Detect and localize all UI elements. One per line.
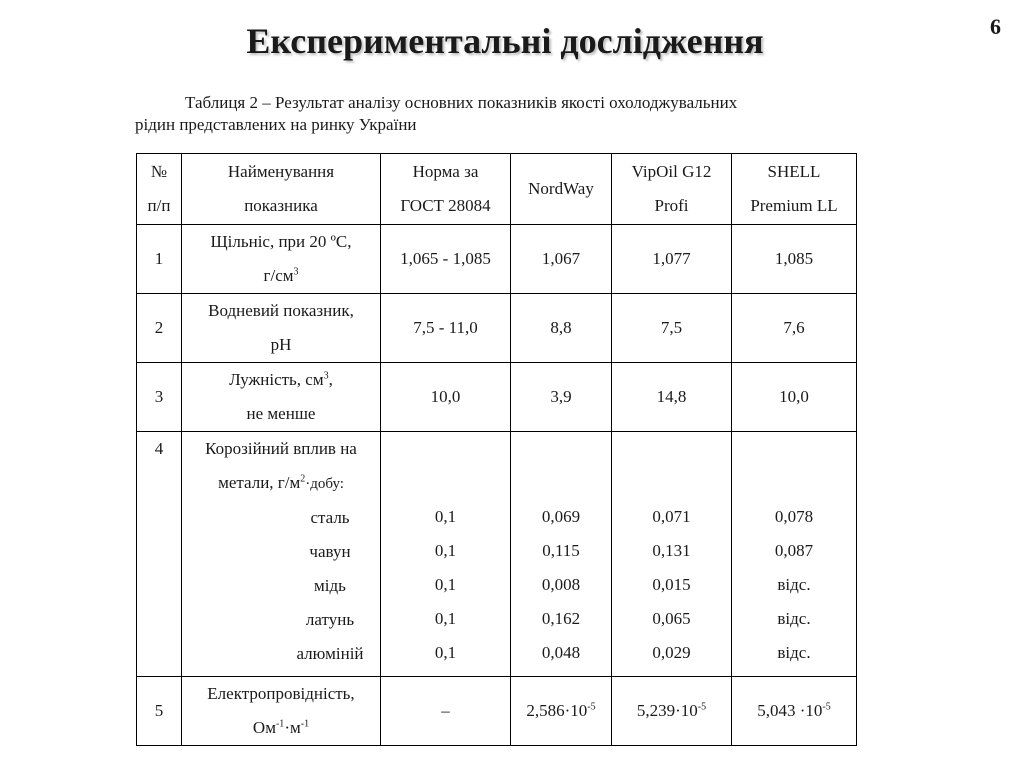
indicator-name: Лужність, $см^3$, не менше (182, 363, 381, 432)
row-number: 3 (137, 363, 182, 432)
header-vipoil: VipOil G12 Profi (612, 154, 732, 225)
slide-title: Експериментальні дослідження (246, 21, 764, 61)
shell-value: 7,6 (732, 294, 857, 363)
shell-value: 10,0 (732, 363, 857, 432)
nordway-value: $2,586\cdot 10^{-5}$ (511, 677, 612, 746)
header-name: Найменування показника (182, 154, 381, 225)
metal-label: чавун (309, 542, 351, 561)
table-row (137, 677, 857, 746)
norm-value: 1,065 - 1,085 (381, 225, 511, 294)
nordway-value: 1,067 (511, 225, 612, 294)
row-number: 5 (137, 677, 182, 746)
table-row (137, 294, 857, 363)
vipoil-values: 0,071 0,131 0,015 0,065 0,029 (612, 432, 732, 677)
vipoil-value: 1,077 (612, 225, 732, 294)
table-row (137, 432, 857, 677)
header-num: № п/п (137, 154, 182, 225)
indicator-name: Щільніс, при 20 ºС, $г/см^3$ (182, 225, 381, 294)
norm-value: 10,0 (381, 363, 511, 432)
indicator-name: Електропровідність, $Ом^{-1}\cdot м^{-1}$ (182, 677, 381, 746)
quality-table (136, 153, 857, 746)
row-number: 1 (137, 225, 182, 294)
vipoil-value: $5,239\cdot 10^{-5}$ (612, 677, 732, 746)
caption-line-2: рідин представлених на ринку України (135, 115, 417, 134)
row-number: 2 (137, 294, 182, 363)
vipoil-value: 7,5 (612, 294, 732, 363)
shell-value: $5,043 \cdot 10^{-5}$ (732, 677, 857, 746)
metal-label: алюміній (296, 644, 364, 663)
table-row (137, 225, 857, 294)
norm-value: – (381, 677, 511, 746)
nordway-value: 8,8 (511, 294, 612, 363)
caption-line-1: Таблиця 2 – Результат аналізу основних показників якості охолоджувальних (185, 93, 738, 112)
metal-label: латунь (305, 610, 355, 629)
indicator-name: Корозійний вплив на метали, $г/м^2\cdot добу$: сталь чавун мідь латунь алюміній (182, 432, 381, 677)
shell-values: 0,078 0,087 відс. відс. відс. (732, 432, 857, 677)
shell-value: 1,085 (732, 225, 857, 294)
vipoil-value: 14,8 (612, 363, 732, 432)
header-nordway: NordWay (511, 154, 612, 225)
row-number: 4 (137, 432, 182, 677)
nordway-values: 0,069 0,115 0,008 0,162 0,048 (511, 432, 612, 677)
norm-value: 7,5 - 11,0 (381, 294, 511, 363)
header-norm: Норма за ГОСТ 28084 (381, 154, 511, 225)
table-caption (135, 92, 865, 136)
metal-label: мідь (314, 576, 346, 595)
indicator-name: Водневий показник, рН (182, 294, 381, 363)
norm-values: 0,1 0,1 0,1 0,1 0,1 (381, 432, 511, 677)
slide-number: 6 (990, 14, 1001, 39)
metal-label: сталь (310, 508, 350, 527)
header-shell: SHELL Premium LL (732, 154, 857, 225)
table-row (137, 363, 857, 432)
table-header-row (137, 154, 857, 225)
nordway-value: 3,9 (511, 363, 612, 432)
